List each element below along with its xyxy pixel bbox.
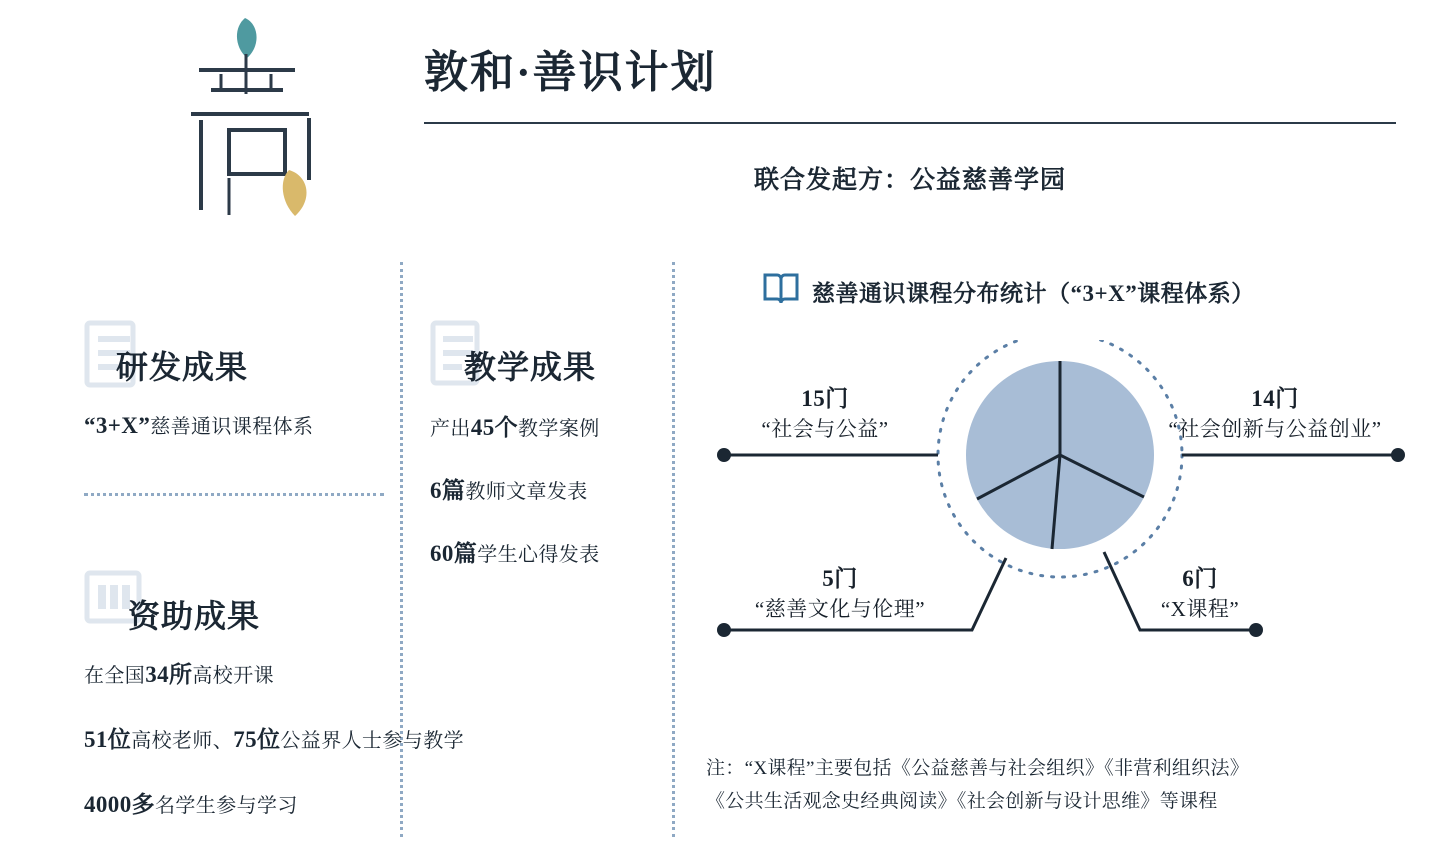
page-title: 敦和·善识计划 (424, 48, 717, 97)
pie-label-name: “慈善文化与伦理” (754, 597, 926, 621)
funding-stat-1-pre: 在全国 (84, 665, 146, 687)
research-stat-emph: “3+X” (84, 413, 151, 438)
teaching-stat-3-value: 60篇 (430, 541, 478, 567)
title-divider (424, 122, 1396, 124)
funding-stat-2-post: 高校老师、 (131, 730, 234, 753)
pie-label-name: “X课程” (1160, 597, 1240, 621)
pie-label-social-innovation (1130, 380, 1420, 443)
funding-stat-1-value: 34所 (145, 662, 193, 687)
research-results-title: 研发成果 (116, 349, 249, 385)
chart-note-line-2: 《公共生活观念史经典阅读》《社会创新与设计思维》等课程 (706, 791, 1218, 813)
teaching-stat-1-post: 教学案例 (518, 418, 600, 440)
chart-note-line-1: 注：“X课程”主要包括《公益慈善与社会组织》《非营利组织法》 (706, 758, 1250, 779)
teaching-stat-line-3 (430, 538, 660, 569)
shan-character-logo-icon (185, 10, 345, 225)
teaching-stat-2-post: 教师文章发表 (465, 481, 588, 504)
course-distribution-pie-chart (700, 340, 1420, 720)
page-subtitle: 联合发起方：公益慈善学园 (753, 167, 1066, 194)
funding-stat-3-post: 名学生参与学习 (155, 795, 298, 818)
pie-label-count: 15门 (801, 386, 849, 411)
chart-title: 慈善通识课程分布统计（“3+X”课程体系） (812, 281, 1255, 306)
teaching-stat-2-value: 6篇 (430, 478, 466, 504)
chart-header (760, 268, 1255, 315)
pie-label-name: “社会与公益” (761, 417, 889, 441)
column-divider-right (672, 262, 675, 837)
pie-label-count: 14门 (1251, 386, 1299, 411)
funding-stat-2-post-b: 公益界人士参与教学 (280, 730, 465, 753)
section-divider (84, 493, 384, 496)
chart-note (706, 752, 1406, 819)
funding-stat-2-value-b: 75位 (233, 727, 281, 753)
teaching-stat-line-2 (430, 475, 660, 506)
funding-results-title: 资助成果 (128, 598, 261, 634)
teaching-stat-1-pre: 产出 (430, 418, 471, 440)
pie-label-social-public-good (710, 380, 940, 443)
teaching-stat-3-post: 学生心得发表 (477, 544, 600, 567)
teaching-results-section (430, 320, 660, 569)
pie-label-name: “社会创新与公益创业” (1168, 417, 1382, 441)
funding-stat-3-value: 4000多 (84, 792, 155, 818)
teaching-stat-1-value: 45个 (470, 415, 519, 440)
pie-label-count: 6门 (1182, 566, 1218, 591)
research-stat-line (84, 410, 384, 441)
funding-stat-1-post: 高校开课 (192, 665, 275, 687)
open-book-icon (760, 268, 802, 315)
page-header (0, 0, 1432, 240)
pie-label-x-courses (1100, 560, 1300, 623)
funding-stat-line-3 (84, 789, 664, 820)
research-results-section (84, 320, 384, 496)
funding-results-section (84, 565, 664, 820)
teaching-results-title: 教学成果 (464, 349, 597, 385)
research-stat-text: 慈善通识课程体系 (150, 416, 314, 438)
funding-stat-2-value: 51位 (84, 727, 132, 753)
teaching-stat-line-1 (430, 412, 660, 443)
pie-label-charity-culture-ethics (710, 560, 970, 623)
pie-label-count: 5门 (822, 566, 858, 591)
funding-stat-line-2 (84, 724, 664, 755)
funding-stat-line-1 (84, 659, 664, 690)
